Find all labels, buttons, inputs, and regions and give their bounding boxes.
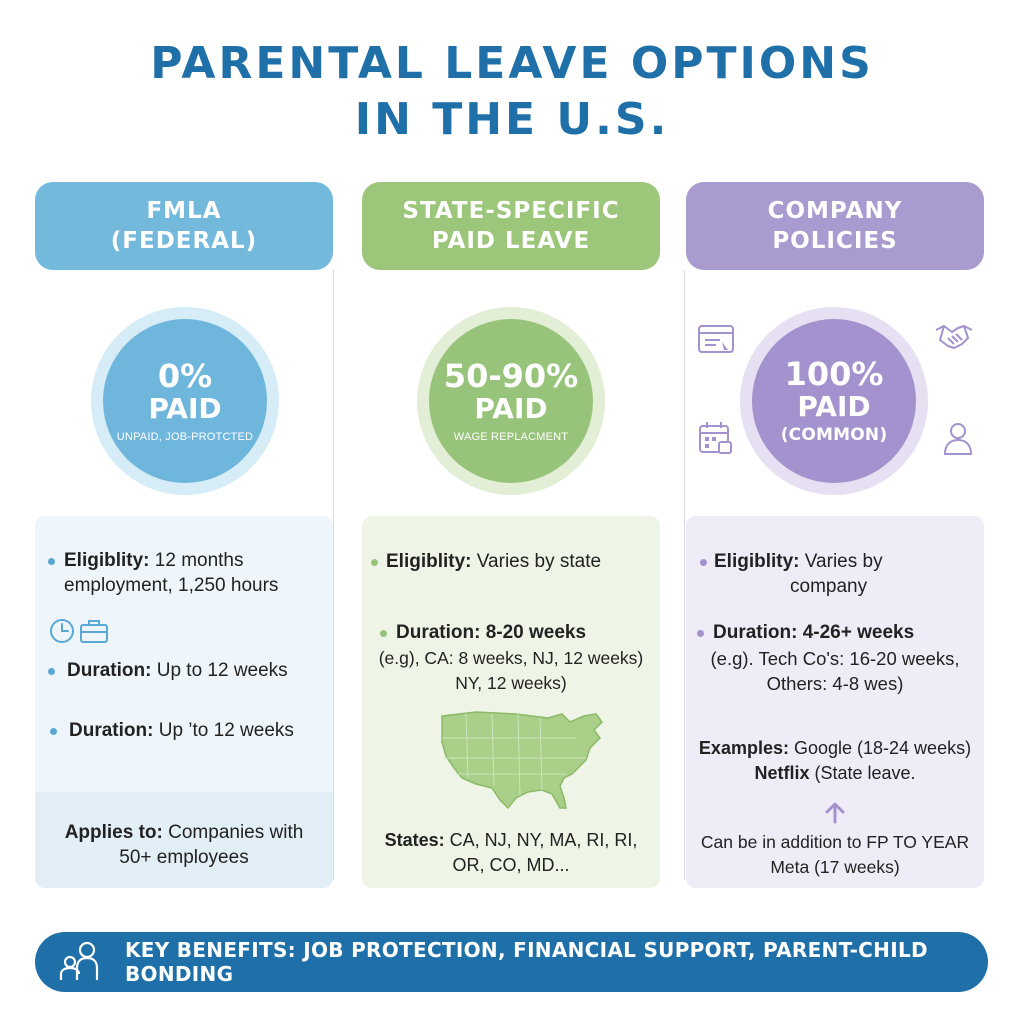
- state-paid-label: PAID: [474, 392, 548, 425]
- state-states: [362, 828, 660, 878]
- fmla-column: [35, 182, 333, 888]
- bullet-icon: [50, 728, 57, 735]
- fmla-applies-label: Applies to:: [64, 822, 163, 843]
- state-percent: 50-90%: [443, 357, 579, 395]
- company-header-line-1: COMPANY: [767, 198, 903, 224]
- bullet-icon: [380, 630, 387, 637]
- fmla-header-line-2: (FEDERAL): [110, 228, 258, 254]
- company-header: [686, 182, 984, 270]
- fmla-duration-value: Up to 12 weeks: [156, 660, 288, 681]
- state-eligibility-value: Varies by state: [476, 551, 602, 572]
- state-note: WAGE REPLACMENT: [453, 431, 569, 443]
- company-duration-detail-2: Others: 4-8 wes): [766, 673, 904, 694]
- fmla-pay-badge: [91, 307, 279, 495]
- fmla-paid-label: PAID: [148, 392, 222, 425]
- company-examples-label: Examples:: [698, 738, 789, 758]
- company-pay-badge: [740, 307, 928, 495]
- bullet-icon: [48, 668, 55, 675]
- fmla-percent: 0%: [157, 357, 213, 395]
- company-examples: [686, 736, 984, 786]
- bullet-icon: [697, 630, 704, 637]
- fmla-duration: [67, 658, 327, 683]
- bullet-icon: [700, 559, 707, 566]
- column-divider: [684, 270, 685, 880]
- company-netflix-label: Netflix: [754, 763, 810, 783]
- company-duration: [713, 620, 981, 645]
- state-states-value-1: CA, NJ, NY, MA, RI, RI,: [449, 830, 638, 850]
- state-duration-detail-1: (e.g), CA: 8 weeks, NJ, 12 weeks): [378, 648, 644, 668]
- company-examples-value: Google (18-24 weeks): [793, 738, 972, 758]
- state-details-panel: [362, 516, 660, 888]
- state-header: [362, 182, 660, 270]
- fmla-eligibility-label: Eligiblity:: [64, 550, 150, 571]
- company-duration-detail: [686, 646, 984, 696]
- company-paid-label: PAID: [797, 390, 871, 423]
- key-benefits-label: KEY BENEFITS: JOB PROTECTION, FINANCIAL SUPPORT, PARENT-CHILD BONDING: [125, 938, 928, 986]
- fmla-details-panel: [35, 516, 333, 888]
- company-addition-note: [686, 830, 984, 880]
- fmla-eligibility: [64, 548, 324, 598]
- fmla-applies-value-2: 50+ employees: [119, 847, 249, 868]
- state-eligibility-label: Eligiblity:: [386, 551, 472, 572]
- fmla-duration-2: [69, 718, 331, 743]
- state-states-label: States:: [384, 830, 445, 850]
- bullet-icon: [371, 559, 378, 566]
- arrow-up-icon: [823, 800, 847, 824]
- browser-window-icon: [696, 320, 736, 360]
- handshake-icon: [934, 316, 974, 356]
- page-title-line-2: IN THE U.S.: [354, 94, 670, 145]
- company-duration-label: Duration: 4-26+ weeks: [713, 622, 915, 643]
- key-benefits-banner: [35, 932, 988, 992]
- person-icon: [938, 418, 978, 458]
- fmla-duration-2-value: Up ’to 12 weeks: [158, 720, 294, 741]
- fmla-header-line-1: FMLA: [146, 198, 222, 224]
- company-netflix-value: (State leave.: [814, 763, 916, 783]
- fmla-applies-to: [35, 820, 333, 870]
- company-eligibility-value-1: Varies by: [804, 551, 883, 572]
- state-duration-label: Duration: 8-20 weeks: [396, 622, 587, 643]
- state-pay-badge: [417, 307, 605, 495]
- state-duration-detail-2: NY, 12 weeks): [455, 673, 567, 693]
- company-details-panel: [686, 516, 984, 888]
- company-column: [686, 182, 984, 888]
- fmla-header: [35, 182, 333, 270]
- company-header-line-2: POLICIES: [772, 228, 898, 254]
- calendar-icon: [696, 418, 736, 458]
- fmla-applies-value-1: Companies with: [168, 822, 304, 843]
- company-addition-1: Can be in addition to FP TO YEAR: [700, 832, 970, 852]
- state-states-value-2: OR, CO, MD...: [452, 855, 570, 875]
- us-map-icon: [436, 708, 608, 814]
- page-title-line-1: PARENTAL LEAVE OPTIONS: [150, 38, 874, 89]
- page-title: [0, 36, 1024, 148]
- fmla-duration-label: Duration:: [67, 660, 152, 681]
- company-addition-2: Meta (17 weeks): [770, 857, 900, 877]
- state-duration: [396, 620, 658, 645]
- state-duration-detail: [362, 646, 660, 696]
- fmla-duration-2-label: Duration:: [69, 720, 154, 741]
- company-eligibility-value-2: company: [790, 576, 868, 597]
- company-percent: 100%: [784, 355, 884, 393]
- parent-child-icon: [57, 940, 105, 984]
- company-eligibility-label: Eligiblity:: [714, 551, 800, 572]
- state-eligibility: [386, 549, 656, 574]
- company-duration-detail-1: (e.g). Tech Co's: 16-20 weeks,: [710, 648, 960, 669]
- company-note: (COMMON): [780, 425, 888, 445]
- state-header-line-2: PAID LEAVE: [431, 228, 591, 254]
- fmla-eligibility-value-2: employment, 1,250 hours: [64, 575, 279, 596]
- fmla-eligibility-value-1: 12 months: [154, 550, 244, 571]
- state-header-line-1: STATE-SPECIFIC: [402, 198, 620, 224]
- clock-briefcase-icon: [47, 616, 111, 646]
- state-column: [362, 182, 660, 888]
- column-divider: [333, 270, 334, 880]
- bullet-icon: [48, 558, 55, 565]
- company-eligibility: [714, 549, 978, 599]
- fmla-note: UNPAID, JOB-PROTCTED: [116, 431, 254, 443]
